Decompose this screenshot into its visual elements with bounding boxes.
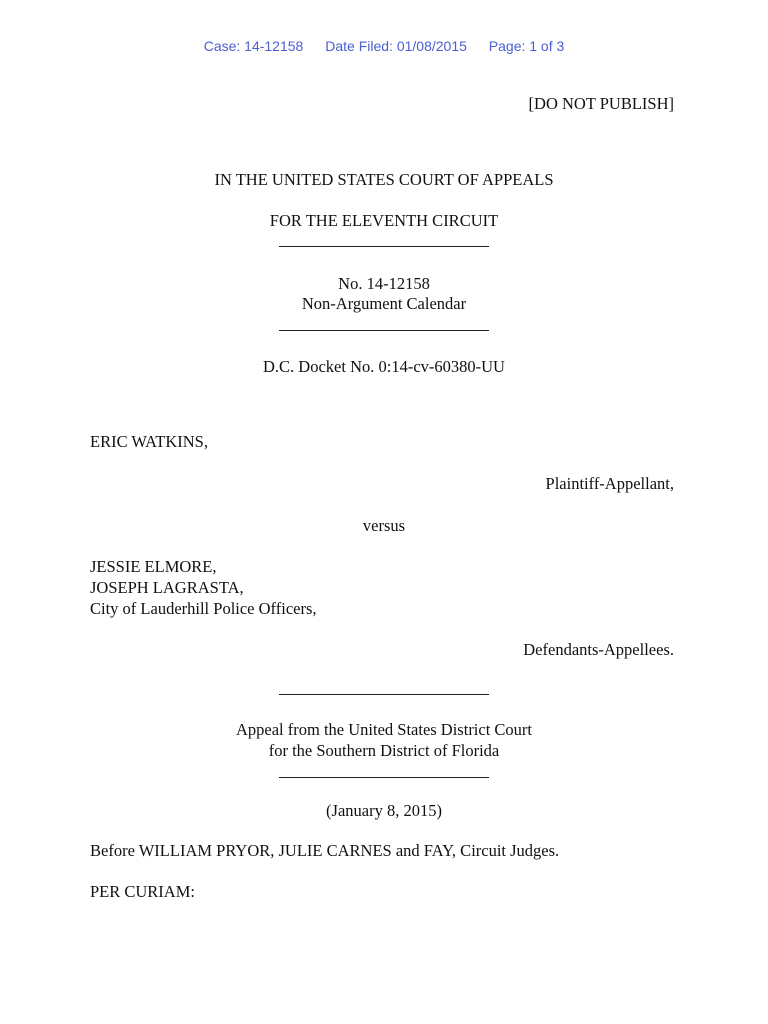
page-count-header: Page: 1 of 3 (488, 38, 565, 54)
appeal-source-line2: for the Southern District of Florida (268, 741, 500, 760)
dc-docket-number: D.C. Docket No. 0:14-cv-60380-UU (263, 357, 505, 376)
filing-header (0, 38, 768, 54)
plaintiff-role: Plaintiff-Appellant, (545, 474, 674, 493)
defendant-role: Defendants-Appellees. (523, 640, 674, 659)
appeal-source-line1: Appeal from the United States District Court (235, 720, 533, 739)
decision-date: (January 8, 2015) (326, 801, 442, 820)
defendant-description: City of Lauderhill Police Officers, (90, 599, 317, 618)
court-title-line2: FOR THE ELEVENTH CIRCUIT (269, 211, 499, 230)
panel-judges: Before WILLIAM PRYOR, JULIE CARNES and FAY, Circuit Judges. (90, 841, 560, 860)
per-curiam-heading: PER CURIAM: (90, 882, 195, 901)
publish-note: [DO NOT PUBLISH] (528, 94, 674, 113)
date-filed-header: Date Filed: 01/08/2015 (325, 38, 467, 54)
divider-rule (279, 330, 489, 331)
court-title-line1: IN THE UNITED STATES COURT OF APPEALS (214, 170, 554, 189)
divider-rule (279, 246, 489, 247)
calendar-type: Non-Argument Calendar (301, 294, 467, 313)
defendant-name-1: JESSIE ELMORE, (90, 557, 217, 576)
divider-rule (279, 694, 489, 695)
defendant-name-2: JOSEPH LAGRASTA, (90, 578, 244, 597)
divider-rule (279, 777, 489, 778)
case-number-header: Case: 14-12158 (203, 38, 304, 54)
versus-label: versus (362, 516, 406, 535)
plaintiff-name: ERIC WATKINS, (90, 432, 208, 451)
case-number: No. 14-12158 (338, 274, 430, 293)
